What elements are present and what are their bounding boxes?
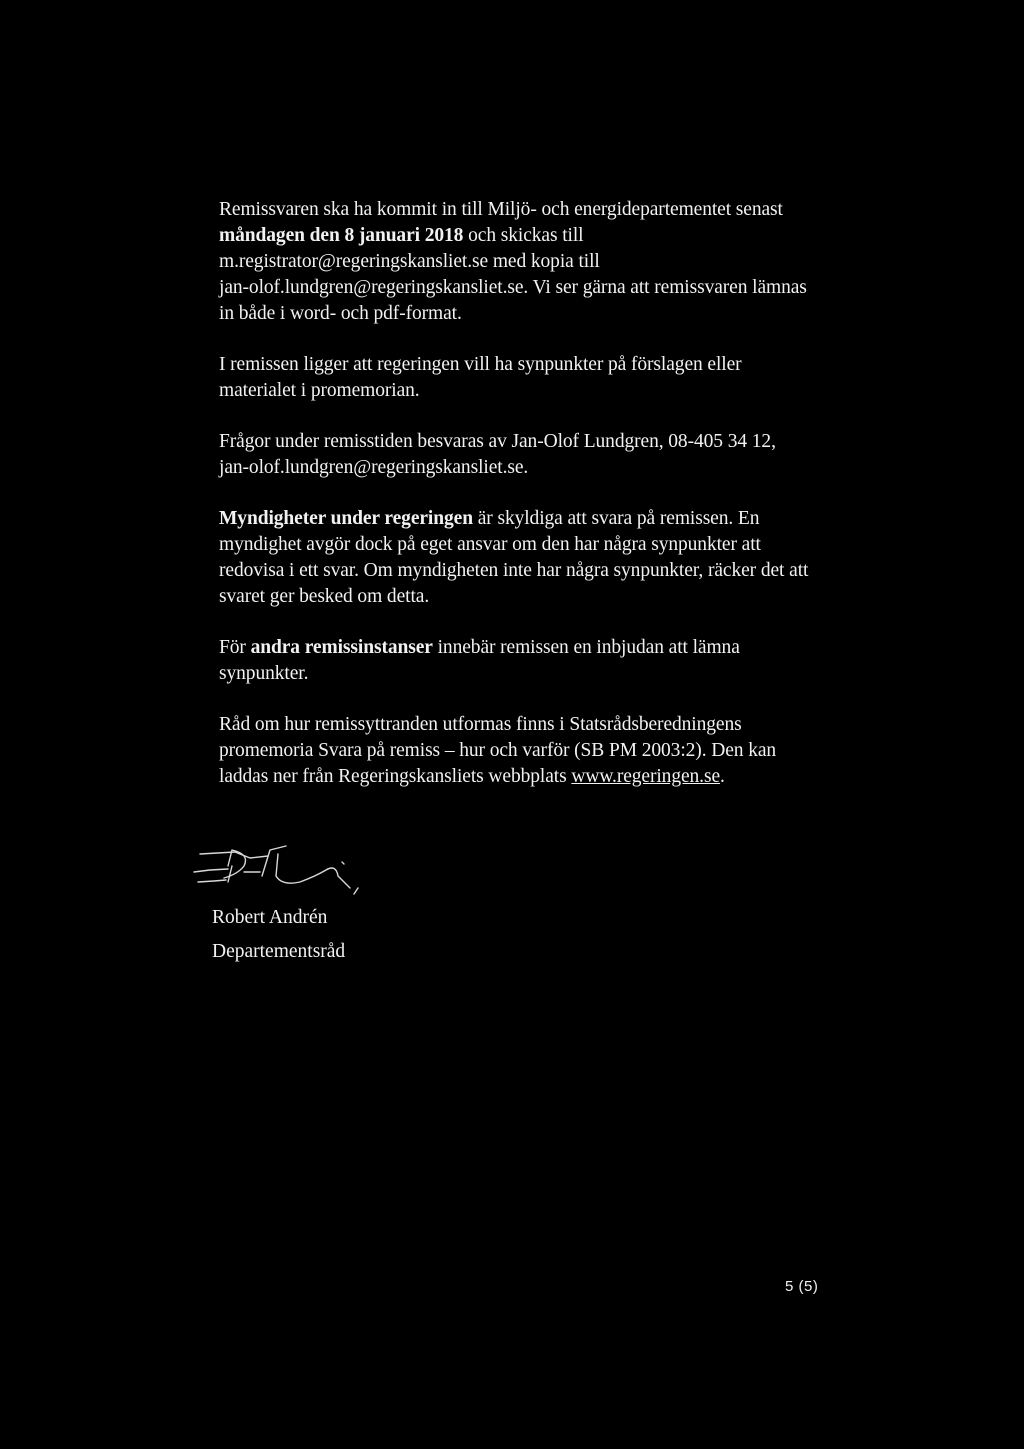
text-line: promemoria Svara på remiss – hur och varför (SB PM 2003:2). Den kan [219, 740, 777, 761]
paragraph-other-bodies [219, 635, 839, 687]
text-line: Råd om hur remissyttranden utformas finns i Statsrådsberedningens [219, 714, 742, 735]
paragraph-authorities [219, 506, 839, 610]
text-line: m.registrator@regeringskansliet.se med kopia till [219, 251, 600, 272]
text-line: in både i word- och pdf-format. [219, 303, 462, 324]
text-span: För [219, 637, 251, 658]
signature-graphic [190, 836, 430, 906]
text-line: I remissen ligger att regeringen vill ha synpunkter på förslagen eller [219, 354, 742, 375]
handwritten-signature [190, 836, 430, 906]
text-line: redovisa i ett svar. Om myndigheten inte har några synpunkter, räcker det att [219, 560, 809, 581]
text-span: laddas ner från Regeringskansliets webbplats [219, 766, 572, 787]
signer-name: Robert Andrén [212, 907, 328, 928]
signer-title: Departementsråd [212, 941, 346, 962]
text-span: . [720, 766, 725, 787]
text-line: myndighet avgör dock på eget ansvar om den har några synpunkter att [219, 534, 761, 555]
signer-block [212, 901, 345, 969]
text-line: materialet i promemorian. [219, 380, 420, 401]
text-line: jan-olof.lundgren@regeringskansliet.se. [219, 457, 529, 478]
paragraph-contact [219, 429, 839, 481]
text-line: svaret ger besked om detta. [219, 586, 430, 607]
text-line: Remissvaren ska ha kommit in till Miljö- och energidepartementet senast [219, 199, 783, 220]
text-line: Frågor under remisstiden besvaras av Jan-Olof Lundgren, 08-405 34 12, [219, 431, 776, 452]
letter-body [219, 197, 839, 815]
text-line [219, 764, 839, 790]
text-span: innebär remissen en inbjudan att lämna [432, 637, 740, 658]
authorities-heading: Myndigheter under regeringen [219, 508, 473, 529]
text-span: och skickas till [463, 225, 584, 246]
text-line [219, 506, 839, 532]
other-bodies-heading: andra remissinstanser [250, 637, 433, 658]
deadline-date: måndagen den 8 januari 2018 [219, 225, 464, 246]
website-link[interactable]: www.regeringen.se [571, 766, 721, 787]
paragraph-advice [219, 712, 839, 790]
paragraph-scope [219, 352, 839, 404]
text-span: är skyldiga att svara på remissen. En [472, 508, 760, 529]
text-line [219, 223, 839, 249]
text-line: synpunkter. [219, 663, 309, 684]
text-line: jan-olof.lundgren@regeringskansliet.se. Vi ser gärna att remissvaren lämnas [219, 277, 807, 298]
text-line [219, 635, 839, 661]
paragraph-deadline [219, 197, 839, 327]
page-number: 5 (5) [785, 1278, 819, 1295]
